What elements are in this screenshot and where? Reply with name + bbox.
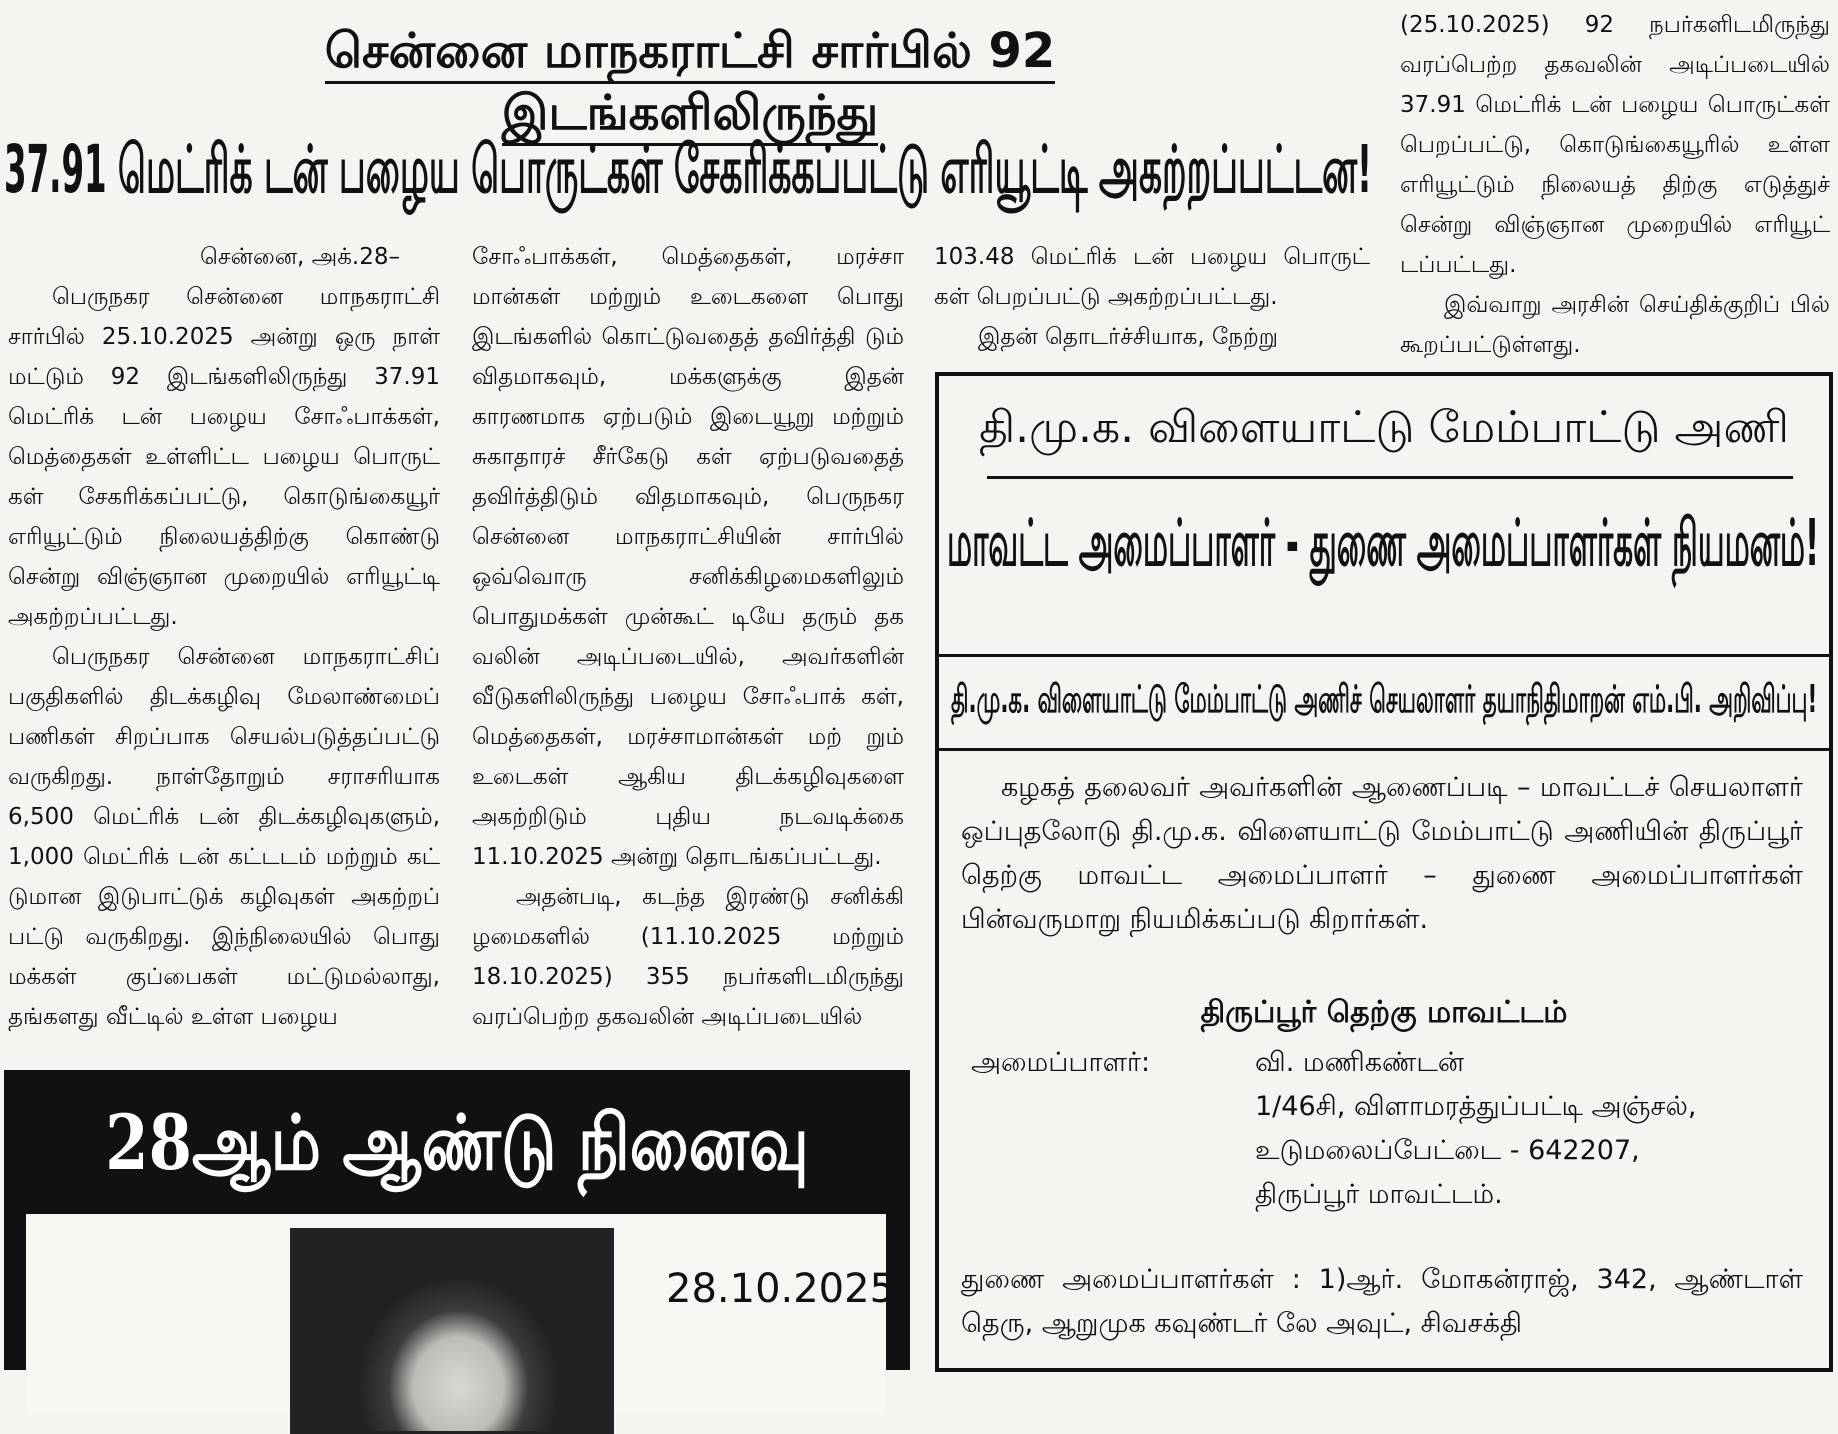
organiser-label: அமைப்பாளர்: [971,1047,1151,1078]
portrait-photo [290,1228,614,1434]
district-heading: திருப்பூர் தெற்கு மாவட்டம் [1200,995,1568,1030]
story-column-2 [472,237,904,1037]
memorial-title: 28ஆம் ஆண்டு நினைவு [105,1098,809,1187]
dmk-kicker: தி.மு.க. விளையாட்டு மேம்பாட்டு அணி [979,402,1789,453]
story-paragraph: 103.48 மெட்ரிக் டன் பழைய பொருட் கள் பெறப்பட்டு அகற்றப்பட்டது. [934,244,1370,310]
kicker-rule [987,476,1793,479]
organiser-details [1255,1041,1697,1217]
memorial-banner [8,1074,906,1214]
story-headline: 37.91 மெட்ரிக் டன் பழைய பொருட்கள் சேகரிக்கப்பட்டு எரியூட்டி அகற்றப்பட்டன! [4,131,1372,208]
deputies-paragraph: துணை அமைப்பாளர்கள் : 1)ஆர். மோகன்ராஜ், 342, ஆண்டாள் தெரு, ஆறுமுக கவுண்டர் லே அவுட், சிவசக்தி [961,1264,1803,1339]
story-paragraph: (25.10.2025) 92 நபர்களிடமிருந்து வரப்பெற்ற தகவலின் அடிப்படையில் 37.91 மெட்ரிக் டன் பழைய பொருட்கள் பெறப்பட்டு, கொடுங்கையூரில் உள்ள எரியூட்டும் நிலையத் திற்கு எடுத்துச் சென்று விஞ்ஞான முறையில் எரியூட் டப்பட்டது. [1400,12,1830,278]
story-paragraph: சோஃபாக்கள், மெத்தைகள், மரச்சா மான்கள் மற்றும் உடைகளை பொது இடங்களில் கொட்டுவதைத் தவிர்த்தி டும் விதமாகவும், மக்களுக்கு இதன் காரணமாக ஏற்படும் இடையூறு மற்றும் சுகாதாரச் சீர்கேடு கள் ஏற்படுவதைத் தவிர்த்திடும் விதமாகவும், பெருநகர சென்னை மாநகராட்சியின் சார்பில் ஒவ்வொரு சனிக்கிழமைகளிலும் பொதுமக்கள் முன்கூட் டியே தரும் தக வலின் அடிப்படையில், அவர்களின் வீடுகளிலிருந்து பழைய சோஃபாக் கள், மெத்தைகள், மரச்சாமான்கள் மற் றும் உடைகள் ஆகிய திடக்கழிவுகளை அகற்றிடும் புதிய நடவடிக்கை 11.10.2025 அன்று தொடங்கப்பட்டது. [472,244,904,870]
dmk-headline: மாவட்ட அமைப்பாளர் - துணை அமைப்பாளர்கள் நியமனம்! [947,507,1820,581]
memorial-date: 28.10.2025 [666,1266,896,1312]
dateline: சென்னை, அக்.28– [200,244,400,270]
story-column-1 [8,237,440,1037]
story-column-3 [934,237,1370,357]
dmk-article-box [935,372,1833,1372]
memorial-box [4,1070,910,1370]
organiser-address-line: உடுமலைப்பேட்டை - 642207, [1255,1135,1640,1166]
dmk-subhead: தி.மு.க. விளையாட்டு மேம்பாட்டு அணிச் செயலாளர் தயாநிதிமாறன் எம்.பி. அறிவிப்பு! [951,677,1818,721]
story-paragraph: இவ்வாறு அரசின் செய்திக்குறிப் பில் கூறப்பட்டுள்ளது. [1400,292,1830,358]
story-paragraph: பெருநகர சென்னை மாநகராட்சி சார்பில் 25.10.2025 அன்று ஒரு நாள் மட்டும் 92 இடங்களிலிருந்து 37.91 மெட்ரிக் டன் பழைய சோஃபாக்கள், மெத்தைகள் உள்ளிட்ட பழைய பொருட் கள் சேகரிக்கப்பட்டு, கொடுங்கையூர் எரியூட்டும் நிலையத்திற்கு கொண்டு சென்று விஞ்ஞான முறையில் எரியூட்டி அகற்றப்பட்டது. [8,284,440,630]
dmk-paragraph: கழகத் தலைவர் அவர்களின் ஆணைப்படி – மாவட்டச் செயலாளர் ஒப்புதலோடு தி.மு.க. விளையாட்டு மேம்பாட்டு அணியின் திருப்பூர் தெற்கு மாவட்ட அமைப்பாளர் – துணை அமைப்பாளர்கள் பின்வருமாறு நியமிக்கப்படு கிறார்கள். [961,772,1803,935]
memorial-content [26,1214,896,1414]
organiser-address-line: 1/46சி, விளாமரத்துப்பட்டி அஞ்சல், [1255,1091,1697,1122]
organiser-address-line: திருப்பூர் மாவட்டம். [1255,1179,1503,1210]
dmk-body [961,766,1803,942]
story-paragraph: பெருநகர சென்னை மாநகராட்சிப் பகுதிகளில் திடக்கழிவு மேலாண்மைப் பணிகள் சிறப்பாக செயல்படுத்தப்பட்டு வருகிறது. நாள்தோறும் சராசரியாக 6,500 மெட்ரிக் டன் திடக்கழிவுகளும், 1,000 மெட்ரிக் டன் கட்டடம் மற்றும் கட் டுமான இடுபாட்டுக் கழிவுகள் அகற்றப் பட்டு வருகிறது. இந்நிலையில் பொது மக்கள் குப்பைகள் மட்டுமல்லாது, தங்களது வீட்டில் உள்ள பழைய [8,644,440,1030]
organiser-name: வி. மணிகண்டன் [1255,1047,1465,1078]
story-kicker: சென்னை மாநகராட்சி சார்பில் 92 இடங்களிலிருந்து [150,20,1230,144]
story-paragraph: இதன் தொடர்ச்சியாக, நேற்று [978,324,1278,350]
divider [939,748,1829,751]
story-column-4 [1400,5,1830,365]
story-paragraph: அதன்படி, கடந்த இரண்டு சனிக்கி ழமைகளில் (11.10.2025 மற்றும் 18.10.2025) 355 நபர்களிடமிருந்து வரப்பெற்ற தகவலின் அடிப்படையில் [472,884,904,1030]
divider [939,654,1829,657]
